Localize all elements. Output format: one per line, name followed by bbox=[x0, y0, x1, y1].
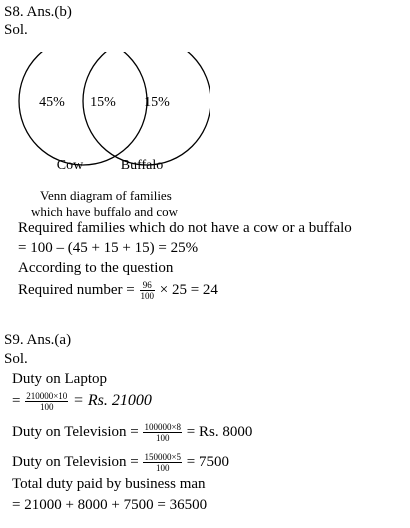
s9-sol-label: Sol. bbox=[4, 351, 28, 367]
s8-line-3: According to the question bbox=[18, 260, 174, 276]
s9-fraction-laptop bbox=[25, 391, 68, 412]
s9-fraction-tv2 bbox=[143, 452, 182, 473]
s8-heading: S8. Ans.(b) bbox=[4, 4, 72, 20]
venn-left-pct: 45% bbox=[39, 95, 65, 110]
s9-line-4 bbox=[12, 452, 229, 473]
s9-line-2-suffix: = Rs. 21000 bbox=[73, 391, 152, 409]
s9-line-6: = 21000 + 8000 + 7500 = 36500 bbox=[12, 497, 208, 513]
s9-heading: S9. Ans.(a) bbox=[4, 332, 72, 348]
s9-line-4-prefix: Duty on Television = bbox=[12, 453, 139, 470]
s9-line-3-suffix: = Rs. 8000 bbox=[186, 423, 253, 440]
venn-right-pct: 15% bbox=[144, 95, 170, 110]
venn-caption-1: Venn diagram of families bbox=[40, 188, 172, 203]
s9-line-2 bbox=[12, 391, 152, 412]
s8-sol-label: Sol. bbox=[4, 22, 28, 38]
s9-fraction-tv1-den: 100 bbox=[156, 433, 170, 443]
s9-fraction-tv2-num: 150000×5 bbox=[144, 452, 182, 462]
s8-line-4-suffix: × 25 = 24 bbox=[159, 281, 218, 298]
s9-fraction-laptop-den: 100 bbox=[40, 402, 54, 412]
s9-line-2-prefix: = bbox=[12, 392, 21, 409]
s9-fraction-tv1-num: 100000×8 bbox=[144, 422, 182, 432]
s8-line-2: = 100 – (45 + 15 + 15) = 25% bbox=[18, 240, 199, 256]
s8-fraction-den: 100 bbox=[140, 291, 155, 301]
s9-line-5: Total duty paid by business man bbox=[12, 476, 206, 492]
venn-label-cow: Cow bbox=[56, 158, 84, 173]
s9-line-3 bbox=[12, 422, 252, 443]
s9-fraction-laptop-num: 210000×10 bbox=[26, 391, 68, 401]
venn-middle-pct: 15% bbox=[90, 95, 116, 110]
s8-fraction bbox=[140, 280, 156, 301]
s8-line-1: Required families which do not have a cow or a buffalo bbox=[18, 220, 352, 236]
venn-diagram bbox=[10, 52, 210, 182]
s8-fraction-num: 96 bbox=[140, 280, 156, 291]
s9-fraction-tv2-den: 100 bbox=[156, 463, 170, 473]
s9-line-3-prefix: Duty on Television = bbox=[12, 423, 139, 440]
s9-line-1: Duty on Laptop bbox=[12, 371, 107, 387]
venn-label-buffalo: Buffalo bbox=[120, 158, 164, 173]
s9-line-4-suffix: = 7500 bbox=[186, 453, 230, 470]
s8-line-4 bbox=[18, 280, 218, 301]
s9-fraction-tv1 bbox=[143, 422, 182, 443]
venn-caption-2: which have buffalo and cow bbox=[31, 204, 179, 219]
s8-line-4-prefix: Required number = bbox=[18, 281, 135, 298]
